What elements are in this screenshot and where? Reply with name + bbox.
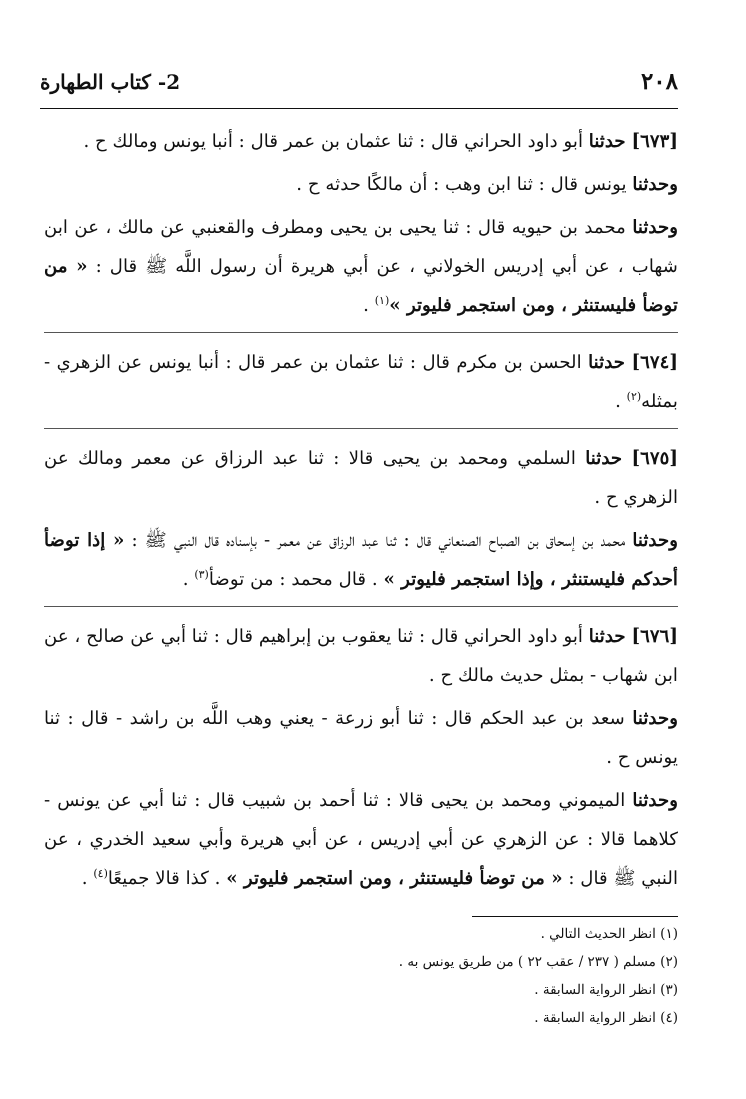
hadith-674 bbox=[44, 343, 678, 421]
main-text bbox=[44, 122, 678, 902]
narration-text: الحسن بن مكرم قال : ثنا عثمان بن عمر قال : أنبا يونس عن الزهري - بمثله bbox=[44, 352, 678, 412]
chapter-title: 2- كتاب الطهارة bbox=[40, 70, 181, 94]
footnote-divider bbox=[472, 916, 678, 917]
narration-lead: وحدثنا bbox=[632, 174, 678, 195]
page-header bbox=[40, 68, 678, 102]
narration-lead: وحدثنا bbox=[632, 530, 678, 551]
hadith-separator bbox=[44, 332, 678, 333]
narration-lead: حدثنا bbox=[588, 626, 626, 647]
narration-lead: حدثنا bbox=[588, 352, 625, 373]
hadith-number: [٦٧٦] bbox=[631, 626, 678, 647]
hadith-676-chain-2 bbox=[44, 699, 678, 777]
sentence-end: . bbox=[615, 391, 627, 412]
sentence-end: . bbox=[182, 569, 195, 590]
footnote-ref[interactable]: (٤) bbox=[93, 866, 108, 880]
narration-text: السلمي ومحمد بن يحيى قالا : ثنا عبد الرزاق عن معمر ومالك عن الزهري ح . bbox=[44, 448, 678, 508]
narration-text-2: . كذا قالا جميعًا bbox=[107, 868, 227, 889]
footnote-4: (٤) انظر الرواية السابقة . bbox=[534, 1010, 678, 1026]
footnote-ref[interactable]: (٢) bbox=[626, 389, 642, 403]
hadith-number: [٦٧٥] bbox=[631, 448, 678, 469]
footnote-ref[interactable]: (٣) bbox=[194, 567, 209, 581]
sentence-end: . bbox=[81, 868, 94, 889]
hadith-676 bbox=[44, 617, 678, 695]
hadith-673 bbox=[44, 122, 678, 161]
footnote-ref[interactable]: (١) bbox=[374, 293, 390, 307]
prophetic-quote: « من توضأ فليستنثر ، ومن استجمر فليوتر » bbox=[44, 256, 678, 316]
footnotes bbox=[44, 920, 678, 1032]
hadith-separator bbox=[44, 428, 678, 429]
narration-text: الميموني ومحمد بن يحيى قالا : ثنا أحمد بن شبيب قال : ثنا أبي عن يونس - كلاهما قالا : عن الزهري عن أبي إدريس ، عن أبي هريرة وأبي سعيد الخدري ، عن النبي ﷺ قال : bbox=[44, 790, 678, 889]
narration-lead: حدثنا bbox=[585, 448, 623, 469]
footnote-3: (٣) انظر الرواية السابقة . bbox=[534, 982, 678, 998]
footnote-1: (١) انظر الحديث التالي . bbox=[540, 926, 678, 942]
narration-text: سعد بن عبد الحكم قال : ثنا أبو زرعة - يعني وهب اللَّه بن راشد - قال : ثنا يونس ح . bbox=[44, 708, 678, 768]
prophetic-quote: « من توضأ فليستنثر ، ومن استجمر فليوتر » bbox=[226, 868, 563, 889]
hadith-673-chain-3 bbox=[44, 208, 678, 325]
hadith-673-chain-2 bbox=[44, 165, 678, 204]
page-number: ٢٠٨ bbox=[640, 68, 678, 95]
hadith-number: [٦٧٤] bbox=[631, 352, 678, 373]
narration-text: أبو داود الحراني قال : ثنا عثمان بن عمر قال : أنبا يونس ومالك ح . bbox=[83, 131, 589, 152]
narration-text: أبو داود الحراني قال : ثنا يعقوب بن إبراهيم قال : ثنا أبي عن صالح ، عن ابن شهاب - بمثل حديث مالك ح . bbox=[44, 626, 678, 686]
hadith-separator bbox=[44, 606, 678, 607]
narration-lead: وحدثنا bbox=[632, 708, 678, 729]
footnote-2: (٢) مسلم ( ٢٣٧ / عقب ٢٢ ) من طريق يونس به . bbox=[398, 954, 678, 970]
narration-text: محمد بن حيويه قال : ثنا يحيى بن يحيى ومطرف والقعنبي عن مالك ، عن ابن شهاب ، عن أبي إدريس الخولاني ، عن أبي هريرة أن رسول اللَّه ﷺ قال : bbox=[44, 217, 678, 277]
narration-lead: وحدثنا bbox=[632, 790, 678, 811]
header-divider bbox=[40, 108, 678, 109]
hadith-number: [٦٧٣] bbox=[631, 131, 678, 152]
narration-text-2: . قال محمد : من توضأ bbox=[208, 569, 384, 590]
narration-lead: حدثنا bbox=[588, 131, 626, 152]
hadith-676-chain-3 bbox=[44, 781, 678, 898]
prophetic-quote: « إذا توضأ أحدكم فليستنثر ، وإذا استجمر فليوتر » bbox=[44, 530, 678, 590]
sentence-end: . bbox=[363, 295, 375, 316]
hadith-675 bbox=[44, 439, 678, 517]
narration-text: يونس قال : ثنا ابن وهب : أن مالكًا حدثه ح . bbox=[296, 174, 633, 195]
narration-text: محمد بن إسحاق بن الصباح الصنعاني قال : ثنا عبد الرزاق عن معمر - بإسناده قال النبي ﷺ : bbox=[124, 530, 633, 551]
narration-lead: وحدثنا bbox=[632, 217, 678, 238]
hadith-675-chain-2 bbox=[44, 521, 678, 599]
